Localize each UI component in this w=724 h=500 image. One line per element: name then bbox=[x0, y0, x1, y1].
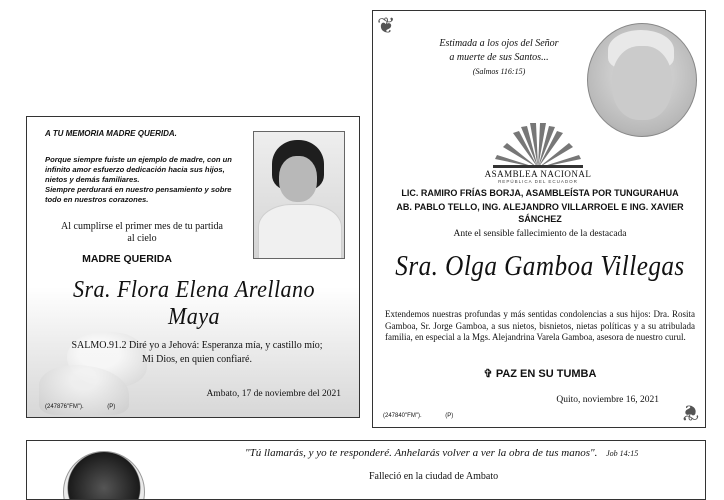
code-suffix: (P) bbox=[445, 413, 454, 419]
notice-heading: A TU MEMORIA MADRE QUERIDA. bbox=[45, 129, 177, 138]
notice-code bbox=[45, 404, 115, 410]
code-number: (247840"FM"). bbox=[383, 413, 422, 419]
poem-line: Siempre perdurará en nuestro pensamiento y sobre bbox=[45, 185, 232, 194]
notice-code bbox=[383, 413, 453, 419]
deceased-name: Sra. Olga Gamboa Villegas bbox=[395, 251, 685, 282]
poem-line: nietos y demás familiares. bbox=[45, 175, 140, 184]
ornamental-corner-icon: ❦ bbox=[377, 13, 396, 38]
intro-line: Al cumplirse el primer mes de tu partida bbox=[61, 221, 223, 232]
quote-reference: Job 14:15 bbox=[606, 449, 639, 458]
notice-title: MADRE QUERIDA bbox=[82, 253, 172, 265]
deceased-photo bbox=[587, 23, 697, 137]
quote-line: a muerte de sus Santos... bbox=[449, 52, 549, 63]
deceased-photo bbox=[253, 131, 345, 259]
poem-line: todo en nuestros corazones. bbox=[45, 195, 149, 204]
intro-text bbox=[47, 221, 237, 245]
logo-name: ASAMBLEA NACIONAL bbox=[484, 169, 592, 179]
quote-line: Estimada a los ojos del Señor bbox=[439, 38, 559, 49]
poem-line: infinito amor esfuerzo dedicación hacia sus hijos, bbox=[45, 165, 225, 174]
quote-reference: (Salmos 116:15) bbox=[472, 67, 526, 76]
notice-date: Quito, noviembre 16, 2021 bbox=[556, 395, 659, 405]
sender-line: LIC. RAMIRO FRÍAS BORJA, ASAMBLEÍSTA POR TUNGURAHUA bbox=[401, 188, 679, 198]
bottom-obituary-notice bbox=[26, 440, 706, 500]
condolence-text: Extendemos nuestras profundas y más sentidas condolencias a sus hijos: Dra. Rosita Gamboa, Sr. Jorge Gamboa, a sus nietos, bisnietos, nietas políticas y a su atribulada familia, en especial a la Mgs. Alejandrina Varela Gamboa, asesora de nuestro curul. bbox=[385, 309, 695, 342]
sender-line: AB. PABLO TELLO, ING. ALEJANDRO VILLARROEL E ING. XAVIER SÁNCHEZ bbox=[396, 202, 684, 224]
poem-text bbox=[45, 155, 245, 205]
poem-line: Porque siempre fuiste un ejemplo de madre, con un bbox=[45, 155, 232, 164]
psalm-text bbox=[47, 339, 347, 367]
death-location-text: Falleció en la ciudad de Ambato bbox=[369, 471, 499, 482]
right-obituary-notice bbox=[372, 10, 706, 428]
psalm-line: Mi Dios, en quien confiaré. bbox=[142, 354, 252, 365]
logo-subtitle: REPÚBLICA DEL ECUADOR bbox=[498, 179, 578, 184]
deceased-photo bbox=[63, 451, 145, 500]
ornamental-corner-icon: ❦ bbox=[680, 400, 699, 425]
code-suffix: (P) bbox=[107, 404, 116, 410]
intro-line: al cielo bbox=[127, 233, 157, 244]
psalm-line: SALMO.91.2 Diré yo a Jehová: Esperanza mía, y castillo mío; bbox=[71, 340, 323, 351]
deceased-name: Sra. Flora Elena Arellano Maya bbox=[72, 277, 316, 330]
left-obituary-notice bbox=[26, 116, 360, 418]
rest-in-peace-text: ✞ PAZ EN SU TUMBA bbox=[483, 368, 597, 380]
notice-date: Ambato, 17 de noviembre del 2021 bbox=[206, 389, 341, 399]
bible-quote bbox=[245, 447, 638, 459]
quote-text: "Tú llamarás, y yo te responderé. Anhelarás volver a ver la obra de tus manos". bbox=[245, 447, 598, 459]
code-number: (247876"FM"). bbox=[45, 404, 84, 410]
intro-text: Ante el sensible fallecimiento de la destacada bbox=[453, 229, 627, 239]
bible-quote bbox=[409, 37, 589, 79]
